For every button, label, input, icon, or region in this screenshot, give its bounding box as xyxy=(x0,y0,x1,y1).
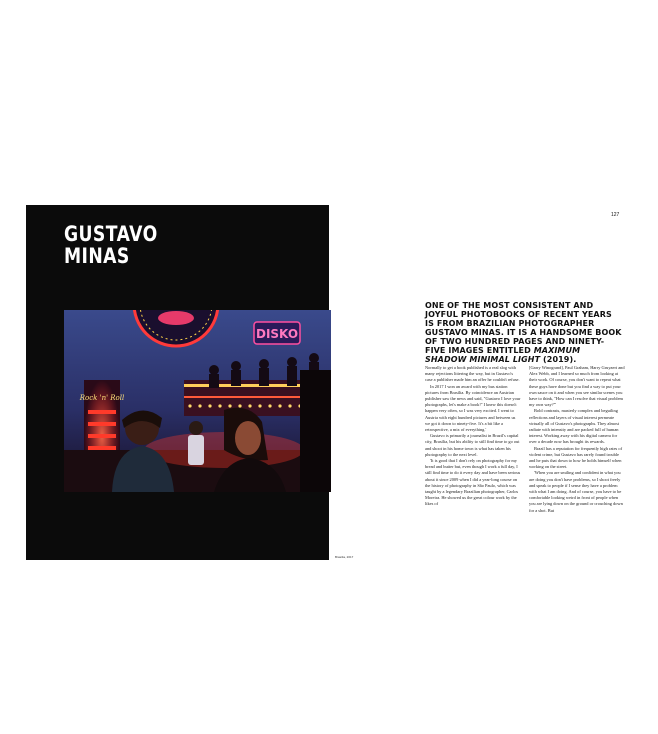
body-column-1 xyxy=(425,365,521,557)
photo-caption: Brasília, 2017 xyxy=(335,555,354,559)
lede-paragraph xyxy=(425,301,623,364)
featured-photograph xyxy=(64,310,331,492)
body-paragraph: [Garry Winogrand], Paul Graham, Harry Gruyaert and Alex Webb, and I learned so much from looking at their work. Of course, you don't want to repeat what these guys have done but you find a way to put your own sauce on it and when you see similar scenes you have to think, "How can I resolve that visual problem my own way?"' xyxy=(529,365,625,408)
page-number: 127 xyxy=(611,212,620,218)
lede-book-title: MAXIMUM SHADOW MINIMAL LIGHT xyxy=(425,346,581,364)
left-page-panel xyxy=(26,205,329,560)
page-title: GUSTAVO MINAS xyxy=(64,222,158,268)
photo-illustration xyxy=(64,310,331,492)
body-paragraph: Normally to get a book published is a real slog with many rejections littering the way, but in Gustavo's case a publisher made him an offer he couldn't refuse. xyxy=(425,365,520,383)
body-paragraph: In 2017 I won an award with my bus station pictures from Brasília. By coincidence an Austrian publisher saw the news and said, "Gustavo I love your photographs, let's make a book!" I knew this doesn't happen very often, so I was very excited. I went to Austria with eight hundred pictures and between us we got it down to ninety-five. It's a bit like a retrospective, a mix of everything.' xyxy=(425,383,521,433)
body-column-2 xyxy=(529,365,625,557)
body-paragraph: Gustavo is primarily a journalist in Brazil's capital city, Brasília, but his ability to still find time to go out and shoot in his home town is what has taken his photography to the next level. xyxy=(425,433,520,457)
lede-text-end: (2019). xyxy=(540,355,577,364)
lede-text: ONE OF THE MOST CONSISTENT AND JOYFUL PHOTOBOOKS OF RECENT YEARS IS FROM BRAZILIAN PHOTOGRAPHER GUSTAVO MINAS. IT IS A HANDSOME BOOK OF TWO HUNDRED PAGES AND NINETY-FIVE IMAGES ENTITLED xyxy=(425,301,622,355)
rock-n-roll-neon-text: Rock 'n' Roll xyxy=(79,394,125,402)
neon-sign-text: DISKO xyxy=(255,327,299,341)
body-paragraph: 'It is good that I don't rely on photography for my bread and butter but, even though I work a full day, I still find time to do it every day and have been serious about it since 2009 when I did a year-long course on the history of photography in São Paulo, which was taught by a legendary Brazilian photographer, Carlos Moreira. He showed us the great colour work by the likes of xyxy=(425,458,521,507)
body-paragraph: 'When you are smiling and confident in what you are doing you don't have problems, so I shoot freely and speak to people if I sense they have a problem with what I am doing. And of course, you have to be comfortable looking weird in front of people when you are lying down on the ground or crouching down for a shot. But xyxy=(529,470,623,513)
body-paragraph: Brazil has a reputation for frequently high rates of violent crime, but Gustavo has rarely found trouble and he puts that down to how he holds himself when working on the street. xyxy=(529,445,623,470)
body-paragraph: Bold contrasts, masterly complex and beguiling reflections and layers of visual interest permeate virtually all of Gustavo's photographs. They almost radiate with intensity and are packed full of human interest. Working away with his digital camera for over a decade now has brought its rewards. xyxy=(529,408,620,445)
